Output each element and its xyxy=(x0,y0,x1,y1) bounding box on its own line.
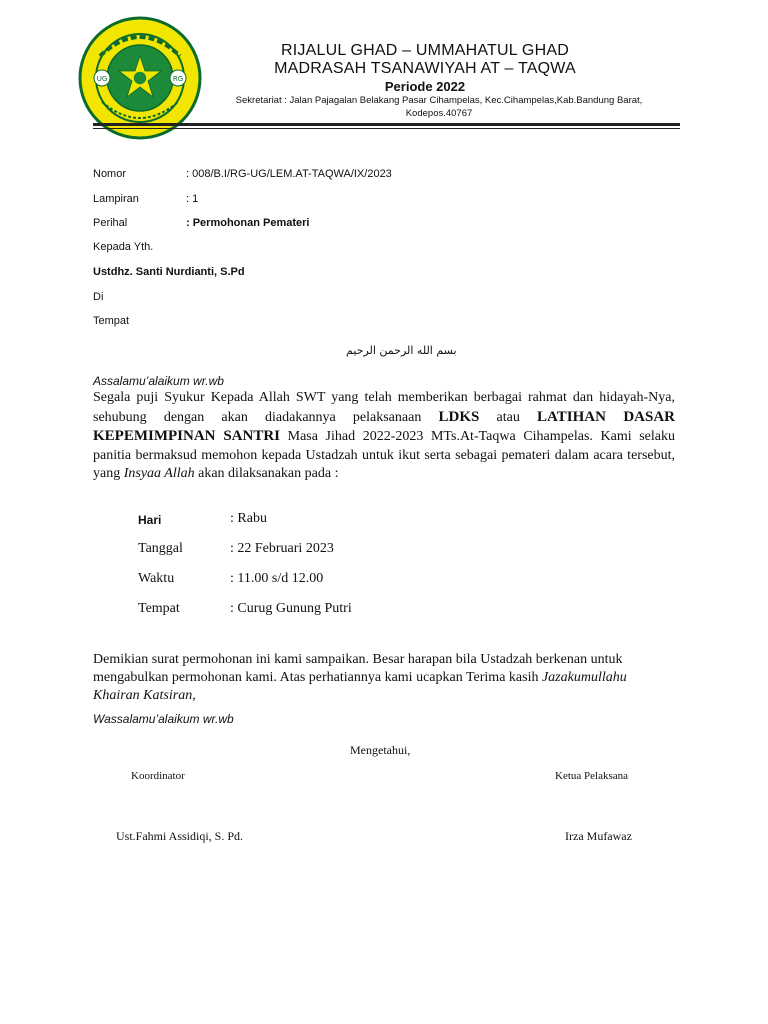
nomor-label: Nomor xyxy=(93,168,127,180)
kepada-label: Kepada Yth. xyxy=(93,241,154,253)
chairman-title: Ketua Pelaksana xyxy=(555,770,628,782)
tempat-schedule-label: Tempat xyxy=(138,601,180,616)
address-line1: Sekretariat : Jalan Pajagalan Belakang Pasar Cihampelas, Kec.Cihampelas,Kab.Bandung Barat, xyxy=(235,95,643,106)
perihal-value: : Permohonan Pemateri xyxy=(186,217,310,229)
address xyxy=(200,95,678,120)
tanggal-value: : 22 Februari 2023 xyxy=(230,541,334,556)
chairman-name: Irza Mufawaz xyxy=(565,829,632,843)
body-text-4: akan dilaksanakan pada : xyxy=(194,466,339,481)
waktu-value: : 11.00 s/d 12.00 xyxy=(230,571,324,586)
body-text-1: Segala puji Syukur Kepada Allah SWT yang telah memberikan berbagai rahmat dan hidayah-Nya, sehubung dengan akan diadakannya pelaksanaan xyxy=(93,390,675,425)
body-paragraph xyxy=(93,389,675,484)
address-line2: Kodepos.40767 xyxy=(405,107,473,119)
svg-text:RG: RG xyxy=(172,75,184,83)
di-label: Di xyxy=(93,291,104,303)
header-divider-thick xyxy=(93,123,680,126)
mengetahui-label: Mengetahui, xyxy=(350,743,411,757)
period-label: Periode 2022 xyxy=(384,79,466,94)
body-insyaallah: Insyaa Allah xyxy=(123,466,195,481)
closing-paragraph xyxy=(93,651,675,705)
header-divider-thin xyxy=(93,128,680,129)
tempat-label: Tempat xyxy=(93,315,130,327)
body-program-name: LATIHAN DASAR KEPEMIMPINAN SANTRI xyxy=(93,408,676,444)
closing-text: Demikian surat permohonan ini kami sampaikan. Besar harapan bila Ustadzah berkenan untuk mengabulkan permohonan kami. Atas perhatiannya kami ucapkan Terima kasih xyxy=(93,652,623,685)
organization-seal-logo xyxy=(78,16,202,140)
svg-text:UG: UG xyxy=(96,75,108,83)
lampiran-value: : 1 xyxy=(186,193,199,205)
hari-value: : Rabu xyxy=(230,511,267,526)
lampiran-label: Lampiran xyxy=(93,193,139,205)
org-name-line1: RIJALUL GHAD – UMMAHATUL GHAD xyxy=(281,42,569,59)
perihal-label: Perihal xyxy=(93,217,128,229)
tempat-schedule-value: : Curug Gunung Putri xyxy=(230,601,352,616)
hari-label: Hari xyxy=(138,513,162,527)
closing-italic: Jazakumullahu Khairan Katsiran, xyxy=(93,670,627,703)
tanggal-label: Tanggal xyxy=(138,541,183,556)
nomor-value: : 008/B.I/RG-UG/LEM.AT-TAQWA/IX/2023 xyxy=(186,168,392,180)
body-ldks: LDKS xyxy=(438,408,480,425)
body-text-3: Masa Jihad 2022-2023 MTs.At-Taqwa Cihampelas. Kami selaku panitia bermaksud memohon kepada Ustadzah untuk ikut serta sebagai pemateri dalam acara tersebut, yang xyxy=(93,429,675,481)
coordinator-title: Koordinator xyxy=(131,770,185,782)
body-text-2: atau xyxy=(479,409,538,425)
basmalah: بسم الله الرحمن الرحيم xyxy=(346,344,457,357)
greeting: Assalamu’alaikum wr.wb xyxy=(93,374,224,388)
coordinator-name: Ust.Fahmi Assidiqi, S. Pd. xyxy=(116,829,244,843)
recipient-name: Ustdhz. Santi Nurdianti, S.Pd xyxy=(93,266,245,278)
org-name-line2: MADRASAH TSANAWIYAH AT – TAQWA xyxy=(274,60,576,77)
farewell: Wassalamu’alaikum wr.wb xyxy=(93,712,234,726)
waktu-label: Waktu xyxy=(138,571,175,586)
